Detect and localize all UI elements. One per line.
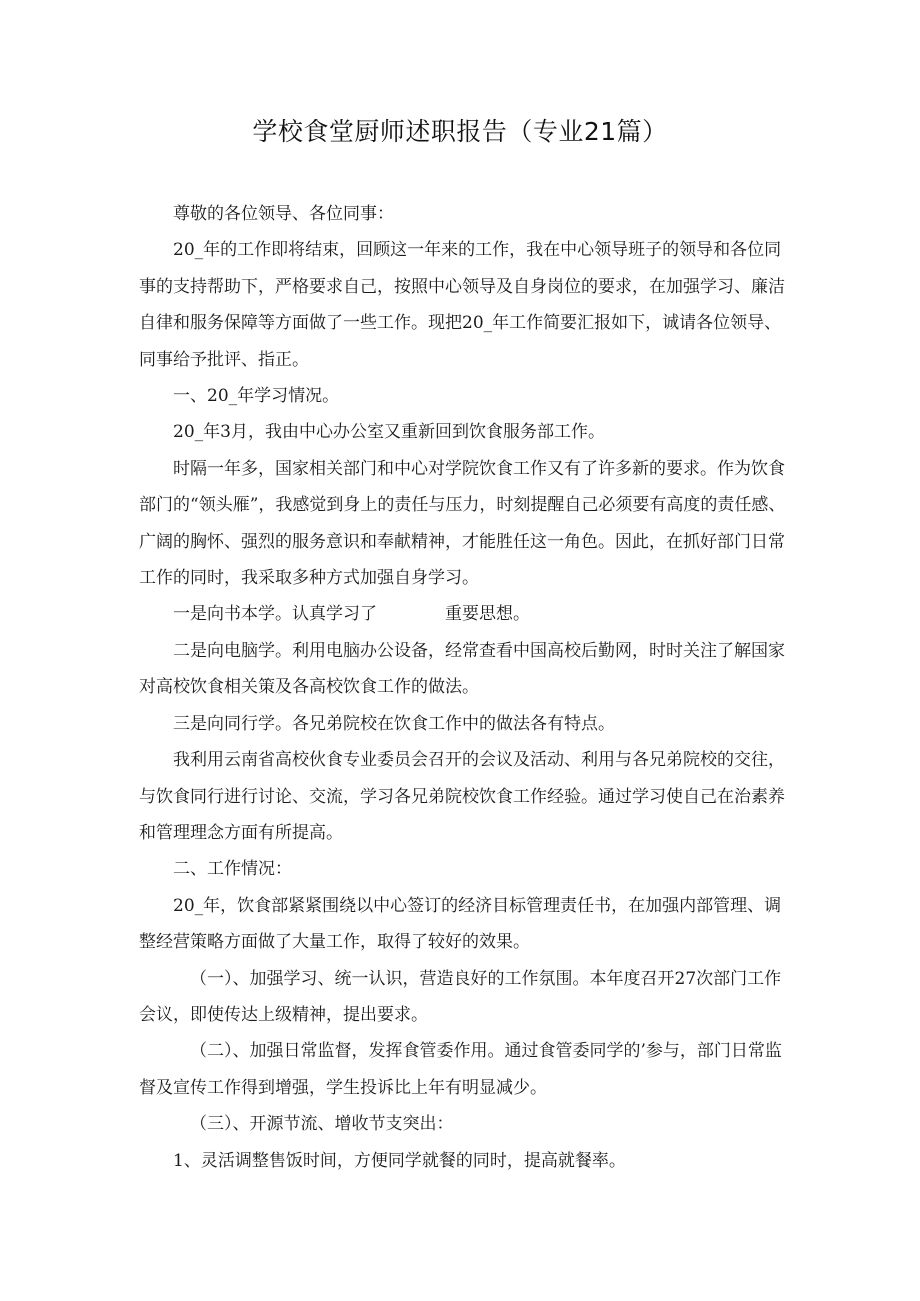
list-item: （二）、加强日常监督，发挥食管委作用。通过食管委同学的’参与，部门日常监督及宣传工作得到增强，学生投诉比上年有明显减少。	[139, 1041, 782, 1098]
paragraph: 20_年，饮食部紧紧围绕以中心签订的经济目标管理责任书，在加强内部管理、调整经营策略方面做了大量工作，取得了较好的效果。	[139, 895, 782, 953]
intro-paragraph: 20_年的工作即将结束，回顾这一年来的工作，我在中心领导班子的领导和各位同事的支持帮助下，严格要求自己，按照中心领导及自身岗位的要求，在加强学习、廉洁自律和服务保障等方面做了一些工作。现把20_年工作简要汇报如下，诚请各位领导、同事给予批评、指正。	[139, 240, 785, 370]
paragraph: 时隔一年多，国家相关部门和中心对学院饮食工作又有了许多新的要求。作为饮食部门的“领头雁”，我感觉到身上的责任与压力，时刻提醒自己必须要有高度的责任感、广阔的胸怀、强烈的服务意识和奉献精神，才能胜任这一角色。因此，在抓好部门日常工作的同时，我采取多种方式加强自身学习。	[139, 458, 786, 589]
paragraph: 三是向同行学。各兄弟院校在饮食工作中的做法各有特点。	[173, 713, 615, 734]
paragraph-books-part2: 重要思想。	[445, 604, 530, 625]
document-title: 学校食堂厨师述职报告（专业21篇）	[252, 117, 668, 146]
document-body	[139, 196, 789, 1179]
section-heading-study: 一、20_年学习情况。	[173, 386, 340, 407]
list-item: （一）、加强学习、统一认识，营造良好的工作氛围。本年度召开27次部门工作会议，即使传达上级精神，提出要求。	[139, 968, 782, 1025]
paragraph-books-part1: 一是向书本学。认真学习了	[173, 604, 377, 625]
salutation: 尊敬的各位领导、各位同事：	[173, 204, 394, 224]
paragraph-books	[139, 596, 789, 632]
paragraph: 我利用云南省高校伙食专业委员会召开的会议及活动、利用与各兄弟院校的交往，与饮食同行进行讨论、交流，学习各兄弟院校饮食工作经验。通过学习使自己在治素养和管理理念方面有所提高。	[139, 750, 785, 843]
list-subitem: 1、灵活调整售饭时间，方便同学就餐的同时，提高就餐率。	[173, 1150, 626, 1171]
paragraph: 二是向电脑学。利用电脑办公设备，经常查看中国高校后勤网，时时关注了解国家对高校饮食相关策及各高校饮食工作的做法。	[139, 640, 785, 698]
list-item: （三）、开源节流、增收节支突出：	[190, 1114, 454, 1135]
section-heading-work: 二、工作情况：	[173, 859, 292, 880]
paragraph: 20_年3月，我由中心办公室又重新回到饮食服务部工作。	[173, 422, 605, 443]
